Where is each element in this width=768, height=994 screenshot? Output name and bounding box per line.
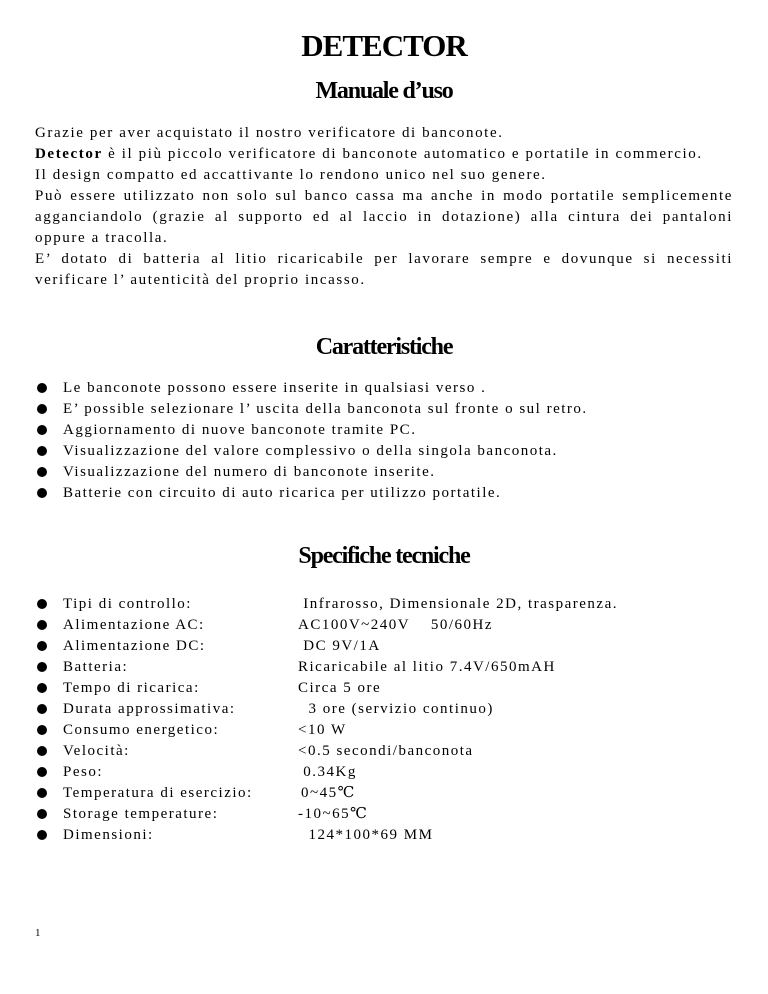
spec-item xyxy=(37,678,382,699)
spec-value: 124*100*69 MM xyxy=(298,827,434,843)
spec-item xyxy=(37,594,618,615)
bullet-icon xyxy=(37,446,47,456)
spec-item xyxy=(37,636,381,657)
spec-label: Tipi di controllo: xyxy=(63,596,192,612)
spec-item xyxy=(37,657,556,678)
spec-label: Batteria: xyxy=(63,659,129,675)
bullet-icon xyxy=(37,467,47,477)
spec-value: Circa 5 ore xyxy=(298,680,382,696)
spec-item xyxy=(37,741,474,762)
spec-item xyxy=(37,762,357,783)
spec-item xyxy=(37,783,356,804)
spec-value: 0~45℃ xyxy=(301,785,356,801)
bullet-icon xyxy=(37,683,47,693)
bullet-icon xyxy=(37,767,47,777)
bullet-icon xyxy=(37,599,47,609)
bullet-icon xyxy=(37,809,47,819)
bullet-icon xyxy=(37,620,47,630)
spec-label: Velocità: xyxy=(63,743,130,759)
spec-value: 3 ore (servizio continuo) xyxy=(298,701,494,717)
bullet-icon xyxy=(37,425,47,435)
spec-value: DC 9V/1A xyxy=(298,638,381,654)
intro-text xyxy=(35,123,733,291)
feature-item: Visualizzazione del numero di banconote inserite. xyxy=(37,462,588,483)
specs-heading: Specifiche tecniche xyxy=(298,543,470,569)
spec-label: Durata approssimativa: xyxy=(63,701,236,717)
features-heading: Caratteristiche xyxy=(315,334,453,360)
spec-label: Dimensioni: xyxy=(63,827,154,843)
bullet-icon xyxy=(37,746,47,756)
spec-label: Temperatura di esercizio: xyxy=(63,785,253,801)
spec-item xyxy=(37,720,347,741)
intro-paragraph: Può essere utilizzato non solo sul banco cassa ma anche in modo portatile semplicemente agganciandolo (grazie al supporto ed al laccio in dotazione) alla cintura dei pantaloni oppure a tracolla. xyxy=(35,188,733,246)
bullet-icon xyxy=(37,383,47,393)
spec-label: Alimentazione AC: xyxy=(63,617,205,633)
spec-value: -10~65℃ xyxy=(298,806,369,822)
features-list xyxy=(37,378,588,504)
spec-label: Peso: xyxy=(63,764,104,780)
spec-label: Consumo energetico: xyxy=(63,722,220,738)
bullet-icon xyxy=(37,704,47,714)
feature-item: Batterie con circuito di auto ricarica per utilizzo portatile. xyxy=(37,483,588,504)
intro-paragraph: E’ dotato di batteria al litio ricaricabile per lavorare sempre e dovunque si necessiti verificare l’ autenticità del proprio incasso. xyxy=(35,251,733,288)
feature-item: Le banconote possono essere inserite in qualsiasi verso . xyxy=(37,378,588,399)
spec-value: <0.5 secondi/banconota xyxy=(298,743,474,759)
feature-item: Aggiornamento di nuove banconote tramite PC. xyxy=(37,420,588,441)
document-title: DETECTOR xyxy=(301,28,467,63)
document-subtitle: Manuale d’uso xyxy=(315,78,453,104)
product-name: Detector xyxy=(35,146,103,162)
spec-value: Ricaricabile al litio 7.4V/650mAH xyxy=(298,659,556,675)
intro-paragraph xyxy=(35,144,733,165)
spec-label: Alimentazione DC: xyxy=(63,638,206,654)
bullet-icon xyxy=(37,830,47,840)
specs-list xyxy=(37,594,618,846)
spec-value: <10 W xyxy=(298,722,347,738)
bullet-icon xyxy=(37,641,47,651)
bullet-icon xyxy=(37,725,47,735)
spec-value: AC100V~240V 50/60Hz xyxy=(298,617,494,633)
spec-label: Storage temperature: xyxy=(63,806,219,822)
intro-paragraph-text: è il più piccolo verificatore di banconote automatico e portatile in commercio. xyxy=(102,146,703,162)
feature-item: E’ possible selezionare l’ uscita della banconota sul fronte o sul retro. xyxy=(37,399,588,420)
page-number: 1 xyxy=(35,927,41,939)
bullet-icon xyxy=(37,788,47,798)
intro-paragraph: Grazie per aver acquistato il nostro verificatore di banconote. xyxy=(35,125,504,141)
feature-item: Visualizzazione del valore complessivo o della singola banconota. xyxy=(37,441,588,462)
bullet-icon xyxy=(37,404,47,414)
spec-item xyxy=(37,825,434,846)
intro-paragraph: Il design compatto ed accattivante lo rendono unico nel suo genere. xyxy=(35,167,547,183)
spec-item xyxy=(37,699,494,720)
bullet-icon xyxy=(37,488,47,498)
spec-label: Tempo di ricarica: xyxy=(63,680,200,696)
spec-value: 0.34Kg xyxy=(298,764,357,780)
spec-value: Infrarosso, Dimensionale 2D, trasparenza. xyxy=(298,596,618,612)
bullet-icon xyxy=(37,662,47,672)
spec-item xyxy=(37,615,494,636)
spec-item xyxy=(37,804,369,825)
